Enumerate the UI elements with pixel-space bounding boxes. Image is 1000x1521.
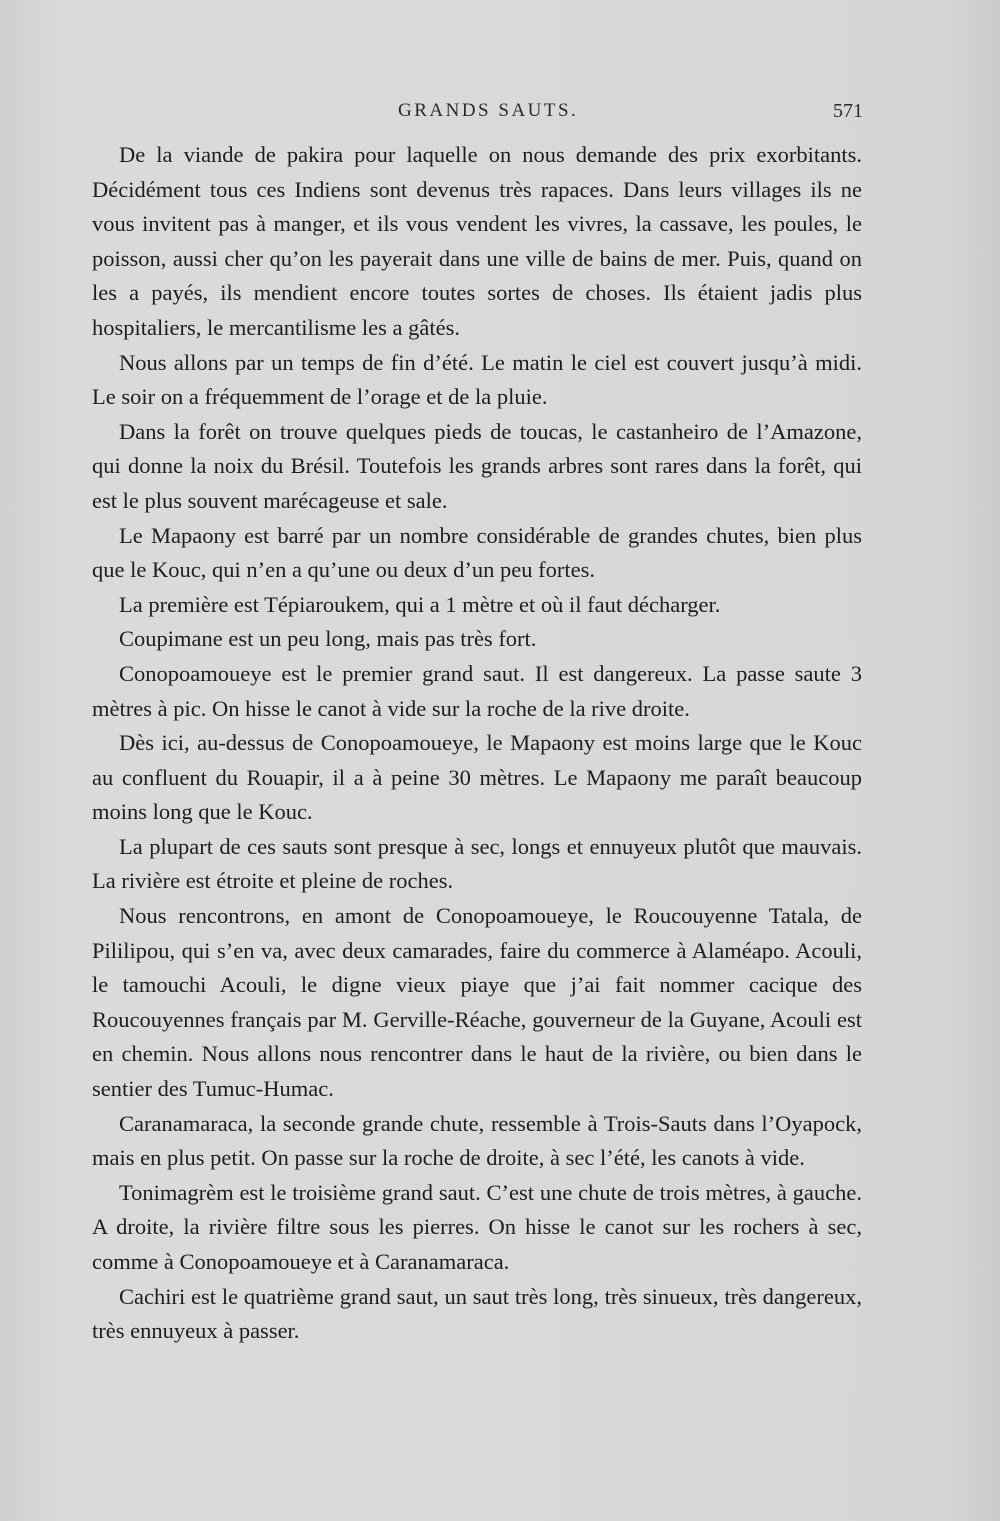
- paragraph: De la viande de pakira pour laquelle on nous demande des prix exorbitants. Décidément tous ces Indiens sont devenus très rapaces. Dans leurs villages ils ne vous invitent pas à manger, et ils vous vendent les vivres, la cassave, les poules, le poisson, aussi cher qu’on les payerait dans une ville de bains de mer. Puis, quand on les a payés, ils mendient encore toutes sortes de choses. Ils étaient jadis plus hospitaliers, le mercantilisme les a gâtés.: [92, 142, 862, 340]
- page-header: [120, 100, 865, 130]
- paragraph: Dès ici, au-dessus de Conopoamoueye, le Mapaony est moins large que le Kouc au confluent du Rouapir, il a à peine 30 mètres. Le Mapaony me paraît beaucoup moins long que le Kouc.: [92, 730, 862, 825]
- paragraph: Le Mapaony est barré par un nombre considérable de grandes chutes, bien plus que le Kouc, qui n’en a qu’une ou deux d’un peu fortes.: [92, 522, 862, 583]
- paragraph: Cachiri est le quatrième grand saut, un saut très long, très sinueux, très dangereux, très ennuyeux à passer.: [92, 1283, 862, 1344]
- paragraph: Coupimane est un peu long, mais pas très fort.: [119, 626, 537, 652]
- paragraph: Conopoamoueye est le premier grand saut. Il est dangereux. La passe saute 3 mètres à pic. On hisse le canot à vide sur la roche de la rive droite.: [92, 660, 862, 721]
- paragraph: Nous allons par un temps de fin d’été. Le matin le ciel est couvert jusqu’à midi. Le soir on a fréquemment de l’orage et de la pluie.: [92, 349, 862, 410]
- paragraph: Nous rencontrons, en amont de Conopoamoueye, le Roucouyenne Tatala, de Pililipou, qui s’en va, avec deux camarades, faire du commerce à Alaméapo. Acouli, le tamouchi Acouli, le digne vieux piaye que j’ai fait nommer cacique des Roucouyennes français par M. Gerville-Réache, gouverneur de la Guyane, Acouli est en chemin. Nous allons nous rencontrer dans le haut de la rivière, ou bien dans le sentier des Tumuc-Humac.: [92, 903, 862, 1102]
- paragraph: Caranamaraca, la seconde grande chute, ressemble à Trois-Sauts dans l’Oyapock, mais en plus petit. On passe sur la roche de droite, à sec l’été, les canots à vide.: [92, 1110, 862, 1171]
- running-title: GRANDS SAUTS.: [398, 100, 579, 121]
- body-text: [92, 138, 862, 1349]
- paragraph: Tonimagrèm est le troisième grand saut. C’est une chute de trois mètres, à gauche. A droite, la rivière filtre sous les pierres. On hisse le canot sur les rochers à sec, comme à Conopoamoueye et à Caranamaraca.: [92, 1179, 862, 1274]
- paragraph: La plupart de ces sauts sont presque à sec, longs et ennuyeux plutôt que mauvais. La rivière est étroite et pleine de roches.: [92, 833, 862, 894]
- paragraph: La première est Tépiaroukem, qui a 1 mètre et où il faut décharger.: [119, 591, 721, 617]
- page-number: 571: [833, 100, 863, 122]
- paragraph: Dans la forêt on trouve quelques pieds de toucas, le castanheiro de l’Amazone, qui donne la noix du Brésil. Toutefois les grands arbres sont rares dans la forêt, qui est le plus souvent marécageuse et sale.: [92, 418, 862, 513]
